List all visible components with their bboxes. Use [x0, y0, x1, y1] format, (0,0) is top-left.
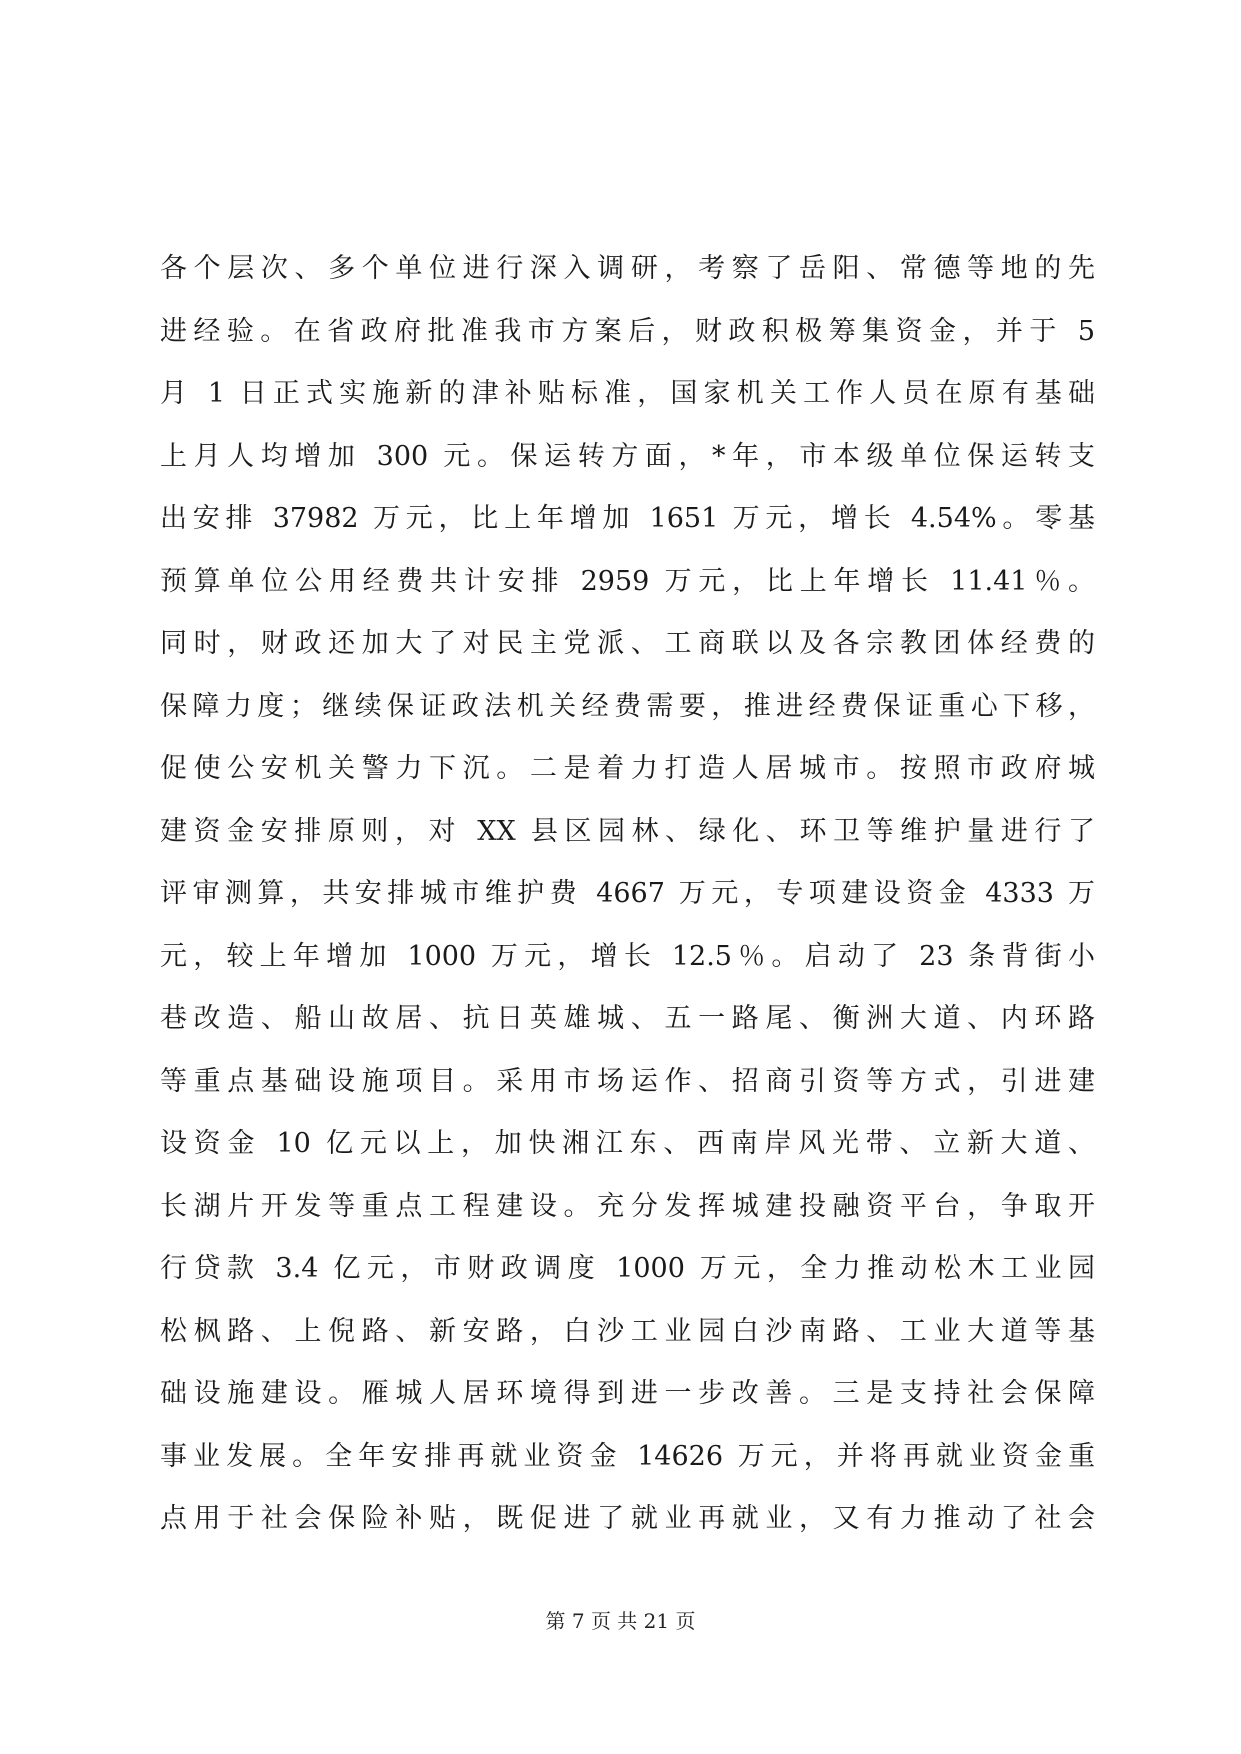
- text-line: 月 1 日正式实施新的津补贴标准，国家机关工作人员在原有基础: [160, 378, 1095, 409]
- text-line: 松枫路、上倪路、新安路，白沙工业园白沙南路、工业大道等基: [160, 1315, 1095, 1347]
- text-line: 预算单位公用经费共计安排 2959 万元，比上年增长 11.41％。: [160, 565, 1095, 597]
- text-line: 等重点基础设施项目。采用市场运作、招商引资等方式，引进建: [160, 1065, 1095, 1097]
- text-line: 出安排 37982 万元，比上年增加 1651 万元，增长 4.54%。零基: [160, 503, 1095, 534]
- text-line: 础设施建设。雁城人居环境得到进一步改善。三是支持社会保障: [160, 1378, 1095, 1409]
- body-text: [160, 238, 1095, 1551]
- text-line: 行贷款 3.4 亿元，市财政调度 1000 万元，全力推动松木工业园: [160, 1253, 1095, 1284]
- text-line: 促使公安机关警力下沉。二是着力打造人居城市。按照市政府城: [160, 753, 1095, 784]
- text-line: 巷改造、船山故居、抗日英雄城、五一路尾、衡洲大道、内环路: [160, 1003, 1095, 1034]
- text-line: 上月人均增加 300 元。保运转方面，*年，市本级单位保运转支: [160, 440, 1095, 472]
- text-line: 长湖片开发等重点工程建设。充分发挥城建投融资平台，争取开: [160, 1190, 1095, 1222]
- text-line: 元，较上年增加 1000 万元，增长 12.5％。启动了 23 条背街小: [160, 940, 1095, 972]
- text-line: 进经验。在省政府批准我市方案后，财政积极筹集资金，并于 5: [160, 315, 1095, 347]
- text-line: 各个层次、多个单位进行深入调研，考察了岳阳、常德等地的先: [160, 253, 1095, 284]
- text-line: 保障力度；继续保证政法机关经费需要，推进经费保证重心下移，: [160, 690, 1095, 722]
- text-line: 设资金 10 亿元以上，加快湘江东、西南岸风光带、立新大道、: [160, 1128, 1095, 1159]
- text-line: 事业发展。全年安排再就业资金 14626 万元，并将再就业资金重: [160, 1440, 1095, 1472]
- page-number-footer: 第 7 页 共 21 页: [545, 1609, 696, 1633]
- text-line: 评审测算，共安排城市维护费 4667 万元，专项建设资金 4333 万: [160, 878, 1095, 909]
- text-line: 建资金安排原则，对 XX 县区园林、绿化、环卫等维护量进行了: [160, 815, 1095, 847]
- text-line: 同时，财政还加大了对民主党派、工商联以及各宗教团体经费的: [160, 628, 1095, 659]
- text-line: 点用于社会保险补贴，既促进了就业再就业，又有力推动了社会: [160, 1503, 1095, 1534]
